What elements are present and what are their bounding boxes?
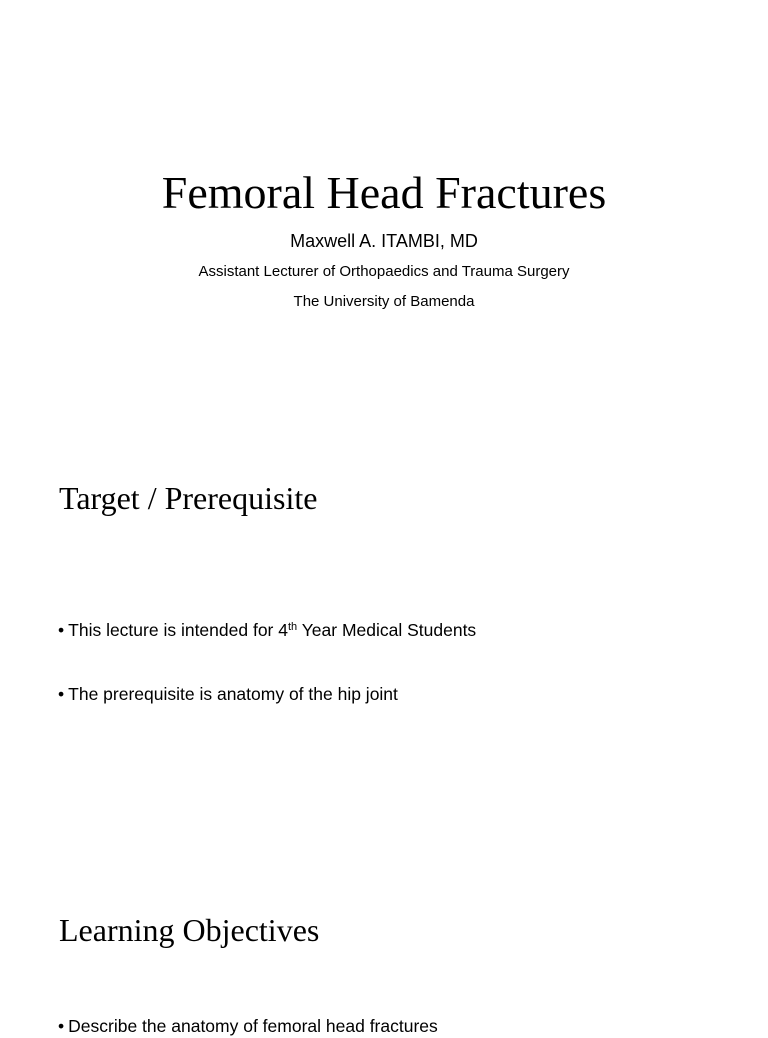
- bullet-text: This lecture is intended for 4: [68, 620, 288, 640]
- list-item: [58, 1014, 438, 1038]
- slide-heading: Target / Prerequisite: [59, 480, 318, 516]
- bullet-icon: •: [58, 620, 65, 640]
- presentation-title: Femoral Head Fractures: [161, 167, 607, 218]
- bullet-text: The prerequisite is anatomy of the hip joint: [68, 684, 398, 704]
- author-institution: The University of Bamenda: [293, 293, 475, 310]
- bullet-icon: •: [58, 1016, 65, 1036]
- author-name: Maxwell A. ITAMBI, MD: [290, 231, 478, 251]
- bullet-icon: •: [58, 684, 65, 704]
- list-item: [58, 618, 476, 642]
- bullet-text-continued: Year Medical Students: [297, 620, 477, 640]
- ordinal-superscript: th: [287, 621, 298, 633]
- bullet-text: Describe the anatomy of femoral head fractures: [68, 1016, 438, 1036]
- list-item: [58, 682, 398, 706]
- author-position: Assistant Lecturer of Orthopaedics and Trauma Surgery: [198, 263, 570, 280]
- slide-heading: Learning Objectives: [59, 912, 320, 948]
